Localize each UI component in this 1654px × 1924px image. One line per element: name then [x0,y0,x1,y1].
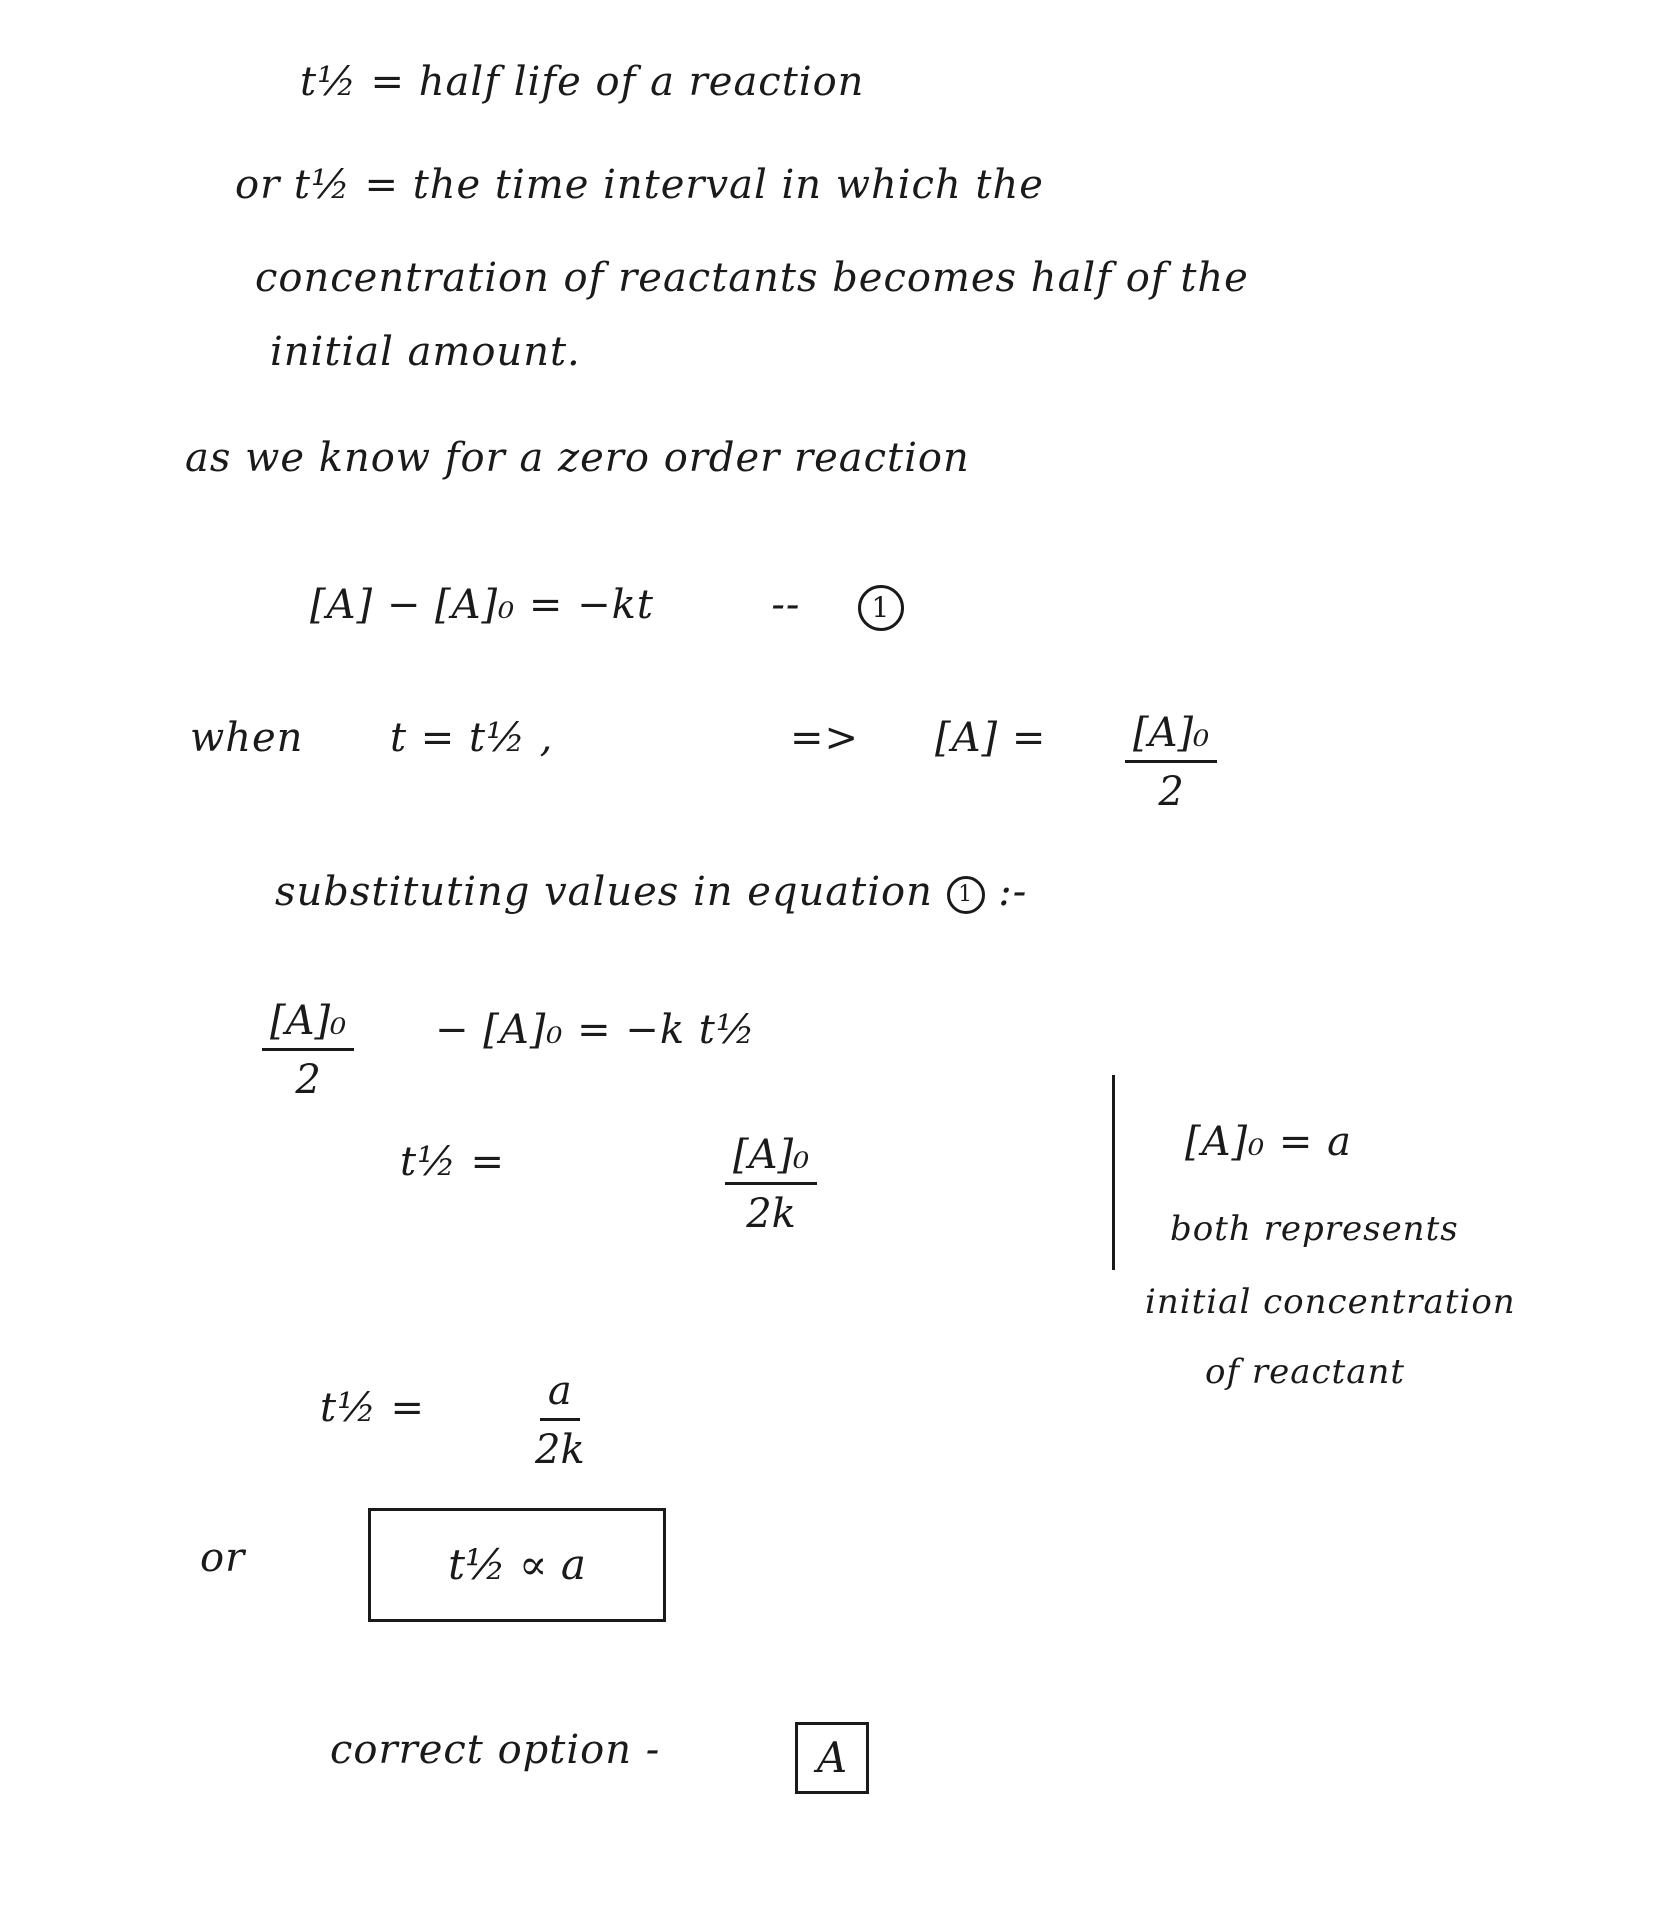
zero-order-intro: as we know for a zero order reaction [185,435,970,481]
equation-2-rest: − [A]₀ = −k t½ [435,1007,756,1053]
when-condition: t = t½ , [390,715,554,761]
equation-4-denominator: 2k [535,1427,585,1473]
equation-4-fraction [535,1368,585,1473]
equation-3-fraction [725,1132,817,1237]
substitution-line [275,869,1028,915]
equation-1-number: 1 [858,585,904,631]
or-label: or [200,1535,246,1581]
equation-1-dashes: -- [771,582,801,628]
note-line-3: initial concentration [1145,1282,1516,1322]
equation-2-fraction [262,998,354,1103]
definition-line-1: t½ = half life of a reaction [300,59,865,105]
equation-2-denominator: 2 [295,1057,321,1103]
half-concentration-fraction [1125,710,1217,815]
fraction-denominator: 2 [1158,769,1184,815]
definition-line-2: or t½ = the time interval in which the [235,162,1044,208]
definition-line-4: initial amount. [270,329,581,375]
note-divider [1112,1075,1115,1270]
equation-3-denominator: 2k [746,1191,796,1237]
equation-1 [310,582,904,631]
note-line-2: both represents [1170,1209,1459,1249]
equation-3-numerator: [A]₀ [725,1132,817,1185]
equation-4-lhs: t½ = [320,1385,426,1431]
boxed-result: t½ ∝ a [368,1508,666,1622]
fraction-numerator: [A]₀ [1125,710,1217,763]
when-prefix: when [190,715,304,761]
substitution-tail: :- [998,869,1028,915]
note-line-4: of reactant [1205,1352,1406,1392]
definition-line-3: concentration of reactants becomes half of the [255,255,1249,301]
note-line-1: [A]₀ = a [1185,1119,1352,1165]
implies-arrow: => [790,715,860,761]
correct-option-label: correct option - [330,1727,661,1773]
substitution-text: substituting values in equation [275,869,933,915]
when-lhs: [A] = [935,715,1047,761]
substitution-equation-number: 1 [947,876,985,914]
equation-1-expression: [A] − [A]₀ = −kt [310,582,654,628]
answer-box: A [795,1722,869,1794]
equation-2-numerator: [A]₀ [262,998,354,1051]
equation-3-lhs: t½ = [400,1139,506,1185]
equation-4-numerator: a [540,1368,580,1421]
